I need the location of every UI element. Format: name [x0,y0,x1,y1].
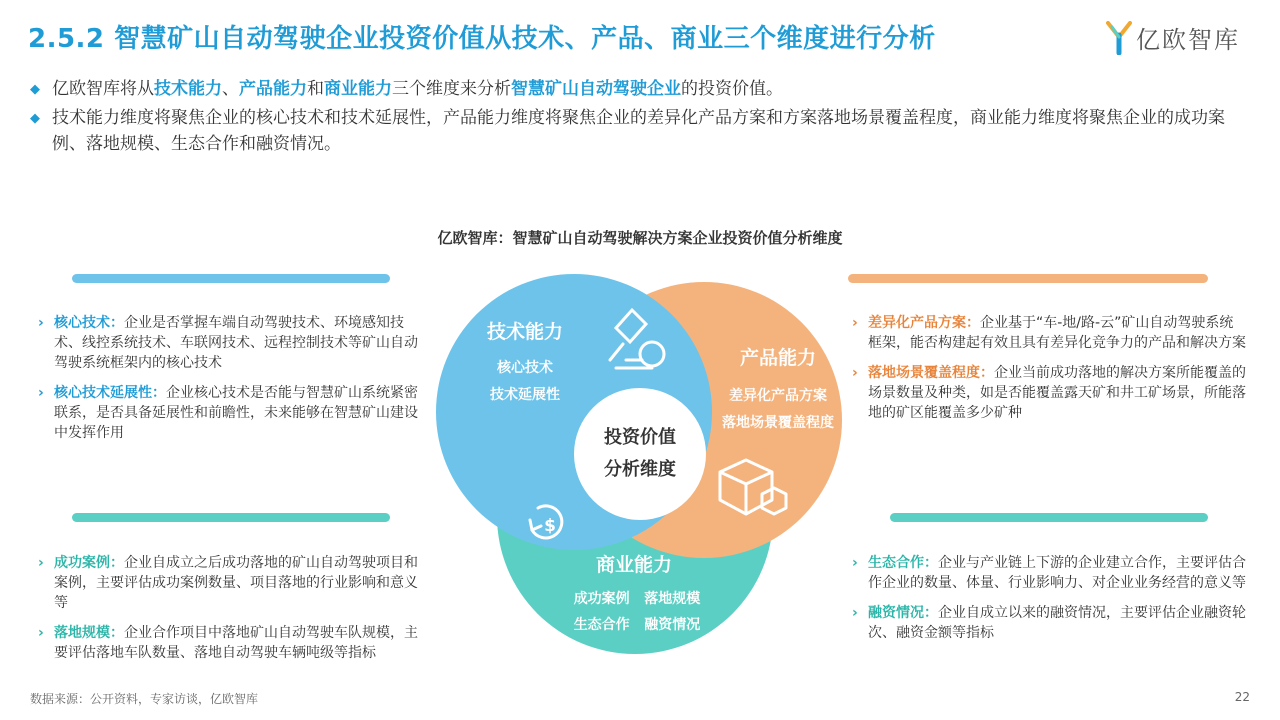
chevron-right-icon: › [852,315,858,331]
business-items-row2: 生态合作 融资情况 [573,617,701,633]
divider-bar-product [848,274,1208,283]
tech-item-extend: 技术延展性 [490,387,560,403]
bullet-text: 技术能力维度将聚焦企业的核心技术和技术延展性，产品能力维度将聚焦企业的差异化产品方案和方案落地场景覆盖程度，商业能力维度将聚焦企业的成功案例、落地规模、生态合作和融资情况。 [52,108,1225,154]
center-line1: 投资价值 [604,427,676,448]
data-source: 数据来源：公开资料，专家访谈，亿欧智库 [30,692,259,706]
chevron-right-icon: › [852,365,858,381]
business-items-row1: 成功案例 落地规模 [573,591,701,607]
page-number: 22 [1234,690,1250,704]
business-title: 商业能力 [595,554,673,576]
divider-bar-tech [72,274,390,283]
chevron-right-icon: › [38,315,44,331]
center-line2: 分析维度 [604,459,676,480]
bullet-item [30,105,1255,157]
center-circle [574,388,706,520]
brand-logo [1106,20,1240,55]
list-item: › 生态合作：企业与产业链上下游的企业建立合作，主要评估合作企业的数量、体量、行业影响力、对企业业务经营的意义等 [852,555,1246,591]
chevron-right-icon: › [852,605,858,621]
dollar-sign-icon: $ [544,516,556,536]
diagram-title: 亿欧智库：智慧矿山自动驾驶解决方案企业投资价值分析维度 [437,229,843,247]
chevron-right-icon: › [38,385,44,401]
list-item: › 融资情况：企业自成立以来的融资情况，主要评估企业融资轮次、融资金额等指标 [852,605,1246,641]
divider-bar-business-right [890,513,1208,522]
chevron-right-icon: › [852,555,858,571]
product-item-diff: 差异化产品方案 [729,388,827,404]
tech-title: 技术能力 [486,321,564,343]
logo-text: 亿欧智库 [1136,26,1240,54]
venn-diagram [420,262,860,662]
bullet-item [30,76,1255,103]
diamond-icon: ◆ [30,82,40,97]
logo-mark-icon [1106,21,1132,55]
chevron-right-icon: › [38,555,44,571]
panel-business-left [38,553,426,673]
list-item: › 落地规模：企业合作项目中落地矿山自动驾驶车队规模，主要评估落地车队数量、落地自动驾驶车辆吨级等指标 [38,625,418,661]
divider-bar-business-left [72,513,390,522]
chevron-right-icon: › [38,625,44,641]
page-title: 2.5.2 智慧矿山自动驾驶企业投资价值从技术、产品、商业三个维度进行分析 [28,24,936,54]
list-item: › 核心技术延展性：企业核心技术是否能与智慧矿山系统紧密联系，是否具备延展性和前瞻性，未来能够在智慧矿山建设中发挥作用 [38,385,418,441]
panel-tech [38,313,426,453]
diamond-icon: ◆ [30,111,40,126]
product-item-coverage: 落地场景覆盖程度 [722,415,834,431]
panel-product [852,313,1247,433]
list-item: › 差异化产品方案：企业基于“车-地/路-云”矿山自动驾驶系统框架，能否构建起有效且具有差异化竞争力的产品和解决方案 [852,315,1246,351]
list-item: › 核心技术：企业是否掌握车端自动驾驶技术、环境感知技术、线控系统技术、车联网技术、远程控制技术等矿山自动驾驶系统框架内的核心技术 [38,315,418,371]
product-title: 产品能力 [739,347,817,369]
tech-item-core: 核心技术 [497,360,553,376]
list-item: › 成功案例：企业自成立之后成功落地的矿山自动驾驶项目和案例，主要评估成功案例数量、项目落地的行业影响和意义等 [38,555,418,611]
list-item: › 落地场景覆盖程度：企业当前成功落地的解决方案所能覆盖的场景数量及种类，如是否能覆盖露天矿和井工矿场景，所能落地的矿区能覆盖多少矿种 [852,365,1246,421]
bullet-text: 亿欧智库将从技术能力、产品能力和商业能力三个维度来分析智慧矿山自动驾驶企业的投资价值。 [52,79,783,99]
panel-business-right [852,553,1247,653]
intro-bullets [30,76,1255,159]
